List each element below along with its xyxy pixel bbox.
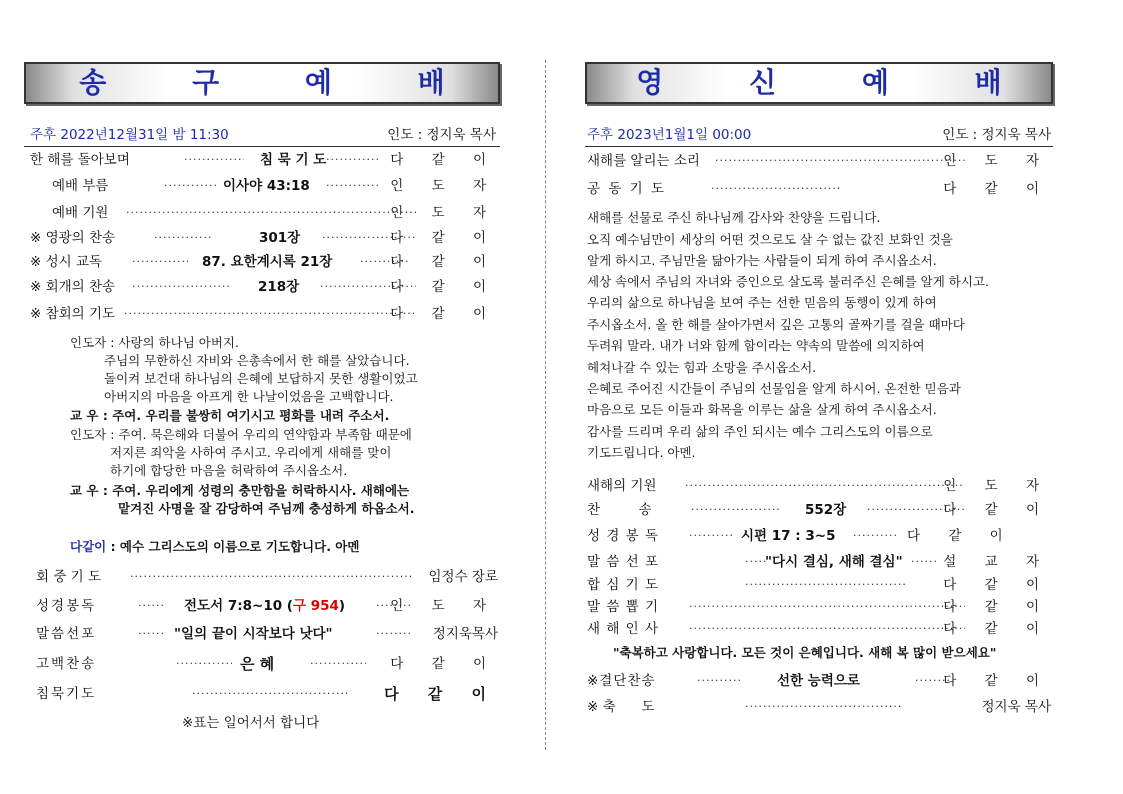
right-item2-4 [585, 575, 1053, 595]
leader-dots [689, 597, 965, 617]
item-who: 임정수 장로 [428, 569, 498, 585]
item-who: 정지욱목사 [432, 626, 498, 642]
leader-dots [376, 624, 410, 644]
leader-dots [184, 150, 244, 170]
prayer-line: 인도자 : 주여. 묵은해와 더불어 우리의 연약함과 부족함 때문에 [70, 427, 412, 442]
item-label: 한 해를 돌아보며 [30, 152, 130, 168]
item-label: 공 동 기 도 [587, 181, 667, 197]
leader-dots [138, 624, 164, 644]
left-service-date: 주후 2022년12월31일 밤 11:30 [30, 127, 229, 143]
right-blessing-text: "축복하고 사랑합니다. 모든 것이 은혜입니다. 새해 복 많이 받으세요" [613, 645, 997, 660]
item-content: 218장 [258, 279, 300, 295]
prayer-line: 새해를 선물로 주신 하나님께 감사와 찬양을 드립니다. [587, 210, 881, 225]
prayer-line: 알게 하시고. 주님만을 닮아가는 사람들이 되게 하여 주시옵소서. [587, 253, 937, 268]
item-who: 인 도 자 [943, 153, 1051, 169]
item-label: 합 심 기 도 [587, 577, 660, 593]
leader-dots [745, 697, 903, 717]
together-label: 다같이 [70, 539, 107, 554]
leader-dots [745, 575, 905, 595]
item-label: 성경봉독 [36, 598, 97, 614]
leader-dots [745, 552, 767, 572]
left-item-4 [24, 252, 500, 272]
right-item2-0 [585, 476, 1053, 496]
item-label: 회 중 기 도 [36, 569, 102, 585]
left-item2-2 [24, 624, 500, 644]
item-who: 다 같 이 [907, 528, 1015, 544]
item-label: 말씀선포 [36, 626, 97, 642]
prayer-line: 하기에 합당한 마음을 허락하여 주시옵소서. [110, 463, 348, 478]
left-together-line [70, 538, 359, 556]
item-who: 다 같 이 [943, 599, 1051, 615]
left-item2-0 [24, 567, 500, 587]
right-header-rule [585, 146, 1053, 147]
item-label: ※ 영광의 찬송 [30, 230, 116, 246]
item-who: 다 같 이 [943, 502, 1051, 518]
item-label: 새 해 인 사 [587, 621, 660, 637]
item-content: 87. 요한계시록 21장 [202, 254, 333, 270]
leader-dots [130, 567, 414, 587]
item-label: 성 경 봉 독 [587, 528, 660, 544]
item-who: 다 같 이 [943, 577, 1051, 593]
left-item-1 [24, 176, 500, 196]
item-who: 설 교 자 [943, 554, 1051, 570]
left-footnote: ※표는 일어서서 합니다 [182, 715, 320, 731]
item-who: 다 같 이 [390, 656, 498, 672]
left-item2-1 [24, 596, 500, 616]
item-who: 인 도 자 [390, 598, 498, 614]
item-label: 침묵기도 [36, 686, 97, 702]
leader-dots [697, 671, 741, 691]
item-who: 다 같 이 [943, 621, 1051, 637]
right-title-banner: 영 신 예 배 [585, 62, 1053, 104]
prayer-line: 세상 속에서 주님의 자녀와 증인으로 살도록 불러주신 은혜를 알게 하시고. [587, 274, 989, 289]
left-item-3 [24, 228, 500, 248]
item-content: 침 묵 기 도 [260, 152, 327, 168]
item-content: 시편 17 : 3~5 [741, 528, 836, 544]
left-leader: 인도 : 정지욱 목사 [387, 127, 496, 143]
item-label: 새해의 기원 [587, 478, 657, 494]
left-item2-3 [24, 654, 500, 674]
right-service-header [585, 125, 1053, 145]
item-label: ※ 축 도 [587, 699, 655, 715]
prayer-line: 감사를 드리며 우리 삶의 주인 되시는 예수 그리스도의 이름으로 [587, 424, 933, 439]
leader-dots [691, 500, 781, 520]
prayer-line: 은혜로 주어진 시간들이 주님의 선물임을 알게 하시어. 온전한 믿음과 [587, 381, 961, 396]
together-text: : 예수 그리스도의 이름으로 기도합니다. 아멘 [106, 539, 360, 554]
item-who: 인 도 자 [390, 205, 498, 221]
right-service-date: 주후 2023년1월1일 00:00 [587, 127, 752, 143]
right-leader: 인도 : 정지욱 목사 [942, 127, 1051, 143]
prayer-line: 우리의 삶으로 하나님을 보여 주는 선한 믿음의 동행이 있게 하여 [587, 295, 937, 310]
right-item2-5 [585, 597, 1053, 617]
prayer-line: 마음으로 모든 이들과 화목을 이루는 삶을 살게 하여 주시옵소서. [587, 402, 937, 417]
prayer-line: 돌이켜 보건대 하나님의 은혜에 보답하지 못한 생활이었고 [104, 371, 418, 386]
prayer-line: 맡겨진 사명을 잘 감당하여 주님께 충성하게 하옵소서. [118, 501, 415, 516]
left-service-header [24, 125, 500, 145]
right-item2-2 [585, 526, 1053, 546]
leader-dots [126, 203, 416, 223]
leader-dots [853, 526, 899, 546]
prayer-line: 교 우 : 주여. 우리에게 성령의 충만함을 허락하시사. 새해에는 [70, 483, 410, 498]
item-who: 다 같 이 [390, 230, 498, 246]
right-item2-6 [585, 619, 1053, 639]
item-content: 선한 능력으로 [777, 673, 860, 689]
leader-dots [310, 654, 366, 674]
item-label: 예배 부름 [52, 178, 109, 194]
left-item-5 [24, 277, 500, 297]
item-who: 다 같 이 [390, 306, 498, 322]
item-content-red: 구 954 [292, 598, 339, 614]
left-item-0 [24, 150, 500, 170]
item-content-after: ) [338, 598, 346, 614]
leader-dots [326, 150, 380, 170]
left-item-2 [24, 203, 500, 223]
item-who: 정지욱 목사 [981, 699, 1051, 715]
prayer-line: 아버지의 마음을 아프게 한 나날이었음을 고백합니다. [104, 389, 394, 404]
left-item-6 [24, 304, 500, 324]
item-who: 인 도 자 [390, 178, 498, 194]
item-content: 이사야 43:18 [223, 178, 310, 194]
leader-dots [711, 179, 841, 199]
prayer-line: 주시옵소서. 올 한 해를 살아가면서 깊은 고통의 골짜기를 걸을 때마다 [587, 317, 965, 332]
item-label: 말 씀 선 포 [587, 554, 660, 570]
left-title-banner: 송 구 예 배 [24, 62, 500, 104]
right-item-1 [585, 179, 1053, 199]
item-label: ※결단찬송 [587, 673, 656, 689]
item-content: 은 혜 [240, 655, 275, 673]
item-who: 다 같 이 [943, 181, 1051, 197]
leader-dots [132, 277, 232, 297]
leader-dots [715, 151, 965, 171]
leader-dots [911, 552, 939, 572]
leader-dots [132, 252, 188, 272]
prayer-line: 저지른 죄악을 사하여 주시고. 우리에게 새해를 맞이 [110, 445, 392, 460]
item-who: 다 같 이 [390, 254, 498, 270]
right-item3-0 [585, 671, 1053, 691]
right-item2-1 [585, 500, 1053, 520]
leader-dots [685, 476, 965, 496]
item-content: "일의 끝이 시작보다 낫다" [174, 626, 333, 642]
prayer-line: 두려워 말라. 내가 너와 함께 함이라는 약속의 말씀에 의지하여 [587, 338, 925, 353]
prayer-line: 주님의 무한하신 자비와 은총속에서 한 해를 살았습니다. [104, 353, 410, 368]
left-header-rule [24, 146, 500, 147]
right-item2-3 [585, 552, 1053, 572]
leader-dots [326, 176, 380, 196]
prayer-line: 교 우 : 주여. 우리를 불쌍히 여기시고 평화를 내려 주소서. [70, 408, 390, 423]
item-who: 다 같 이 [390, 279, 498, 295]
prayer-line: 기도드립니다. 아멘. [587, 445, 696, 460]
item-content: 552장 [805, 502, 847, 518]
item-label: 찬 송 [587, 502, 652, 518]
leader-dots [164, 176, 219, 196]
item-label: ※ 성시 교독 [30, 254, 103, 270]
item-label: 말 씀 뽑 기 [587, 599, 660, 615]
prayer-line: 오직 예수님만이 세상의 어떤 것으로도 살 수 없는 값진 보화인 것을 [587, 232, 953, 247]
leader-dots [124, 304, 416, 324]
item-label: 새해를 알리는 소리 [587, 153, 700, 169]
prayer-line: 헤쳐나갈 수 있는 힘과 소망을 주시옵소서. [587, 360, 817, 375]
page-divider [545, 60, 546, 750]
item-label: 고백찬송 [36, 656, 97, 672]
right-item3-1 [585, 697, 1053, 717]
item-content: 전도서 7:8~10 ( [184, 598, 293, 614]
item-label: ※ 참회의 기도 [30, 306, 116, 322]
item-who: 다 같 이 [390, 152, 498, 168]
item-label: 예배 기원 [52, 205, 109, 221]
leader-dots [154, 228, 212, 248]
leader-dots [689, 619, 965, 639]
item-who: 다 같 이 [943, 673, 1051, 689]
item-who: 다 같 이 [384, 685, 498, 703]
item-content: 301장 [259, 230, 301, 246]
leader-dots [689, 526, 733, 546]
left-item2-4 [24, 684, 500, 704]
prayer-line: 인도자 : 사랑의 하나님 아버지. [70, 335, 239, 350]
leader-dots [176, 654, 232, 674]
item-who: 인 도 자 [943, 478, 1051, 494]
item-label: ※ 회개의 찬송 [30, 279, 116, 295]
leader-dots [138, 596, 164, 616]
right-item-0 [585, 151, 1053, 171]
item-content: "다시 결심, 새해 결심" [765, 554, 903, 570]
leader-dots [192, 684, 350, 704]
